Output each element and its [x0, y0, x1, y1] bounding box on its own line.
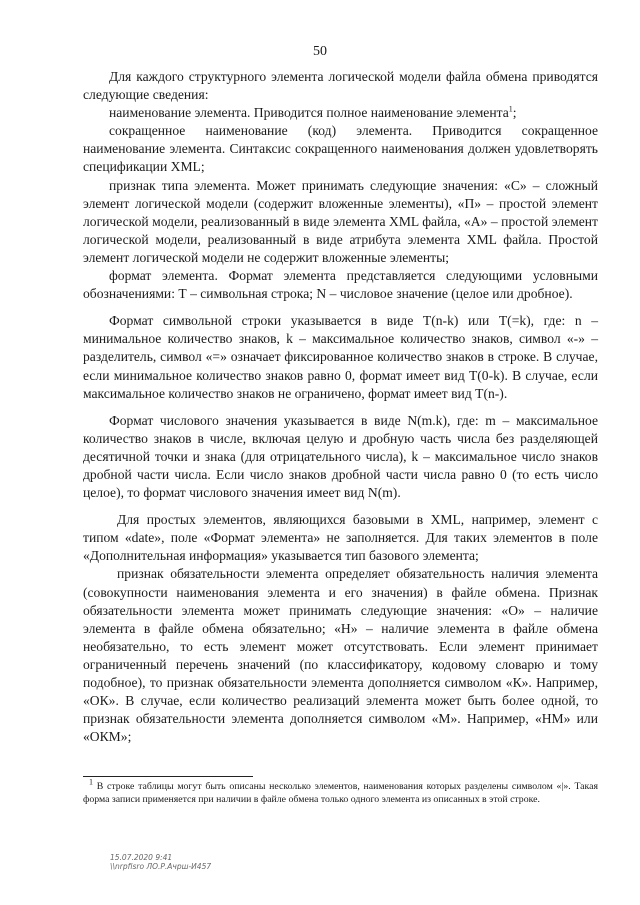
- footnote-divider: [83, 776, 253, 777]
- paragraph-number-format: Формат числового значения указывается в виде N(m.k), где: m – максимальное количество знаков в числе, включая целую и дробную часть числа без разделяющей десятичной точки и знака (для отрицательного числа), k – максимальное число знаков дробной части числа. Если число знаков дробной части числа равно 0 (то есть число целое), то формат числового значения имеет вид N(m).: [83, 412, 598, 501]
- stamp-path: \\nrpfisro ЛО.Р.Ачрш-И457: [110, 862, 212, 871]
- body-text: [83, 68, 598, 746]
- paragraph-string-format: Формат символьной строки указывается в виде Т(n-k) или Т(=k), где: n – минимальное количество знаков, k – максимальное количество знаков, символ «-» – разделитель, символ «=» означает фиксированное количество знаков в строке. В случае, если минимальное количество знаков равно 0, формат имеет вид Т(0-k). В случае, если максимальное количество знаков не ограничено, формат имеет вид Т(n-).: [83, 313, 598, 401]
- footnotes: [83, 777, 598, 806]
- paragraph-element-name: [83, 104, 598, 122]
- footnote-marker: 1: [89, 777, 93, 787]
- element-name-text: наименование элемента. Приводится полное наименование элемента: [109, 105, 509, 121]
- footnote-reference: 1: [508, 104, 513, 114]
- paragraph-short-name: сокращенное наименование (код) элемента. Приводится сокращенное наименование элемента. Синтаксис сокращенного наименования должен удовлетворять спецификации XML;: [83, 123, 598, 175]
- paragraph-type-flag: признак типа элемента. Может принимать следующие значения: «С» – сложный элемент логической модели (содержит вложенные элементы), «П» – простой элемент логической модели, реализованный в виде элемента XML файла, «А» – простой элемент логической модели, реализованный в виде атрибута элемента XML файла. Простой элемент логической модели не содержит вложенные элементы;: [83, 177, 598, 265]
- print-stamp: [110, 853, 211, 871]
- page-number: 50: [313, 44, 327, 59]
- stamp-datetime: 15.07.2020 9:41: [110, 853, 173, 862]
- footnote-text: В строке таблицы могут быть описаны несколько элементов, наименования которых разделены символом «|». Такая форма записи применяется при наличии в файле обмена только одного элемента из описанных в этой строке.: [83, 781, 598, 805]
- paragraph-required-flag: признак обязательности элемента определяет обязательность наличия элемента (совокупности наименования элемента и его значения) в файле обмена. Признак обязательности элемента может принимать следующие значения: «О» – наличие элемента в файле обмена обязательно; «Н» – наличие элемента в файле обмена необязательно, то есть элемент может отсутствовать. Если элемент принимает ограниченный перечень значений (по классификатору, кодовому словарю и тому подобное), то признак обязательности элемента дополняется символом «К». Например, «ОК». В случае, если количество реализаций элемента может быть более одной, то признак обязательности элемента дополняется символом «М». Например, «НМ» или «ОКМ»;: [83, 566, 598, 745]
- element-name-tail: ;: [512, 105, 517, 121]
- footnote-1: [83, 777, 598, 806]
- paragraph-base-types: Для простых элементов, являющихся базовыми в XML, например, элемент с типом «date», поле «Формат элемента» не заполняется. Для таких элементов в поле «Дополнительная информация» указывается тип базового элемента;: [83, 512, 598, 564]
- paragraph-intro: Для каждого структурного элемента логической модели файла обмена приводятся следующие сведения:: [83, 69, 598, 103]
- paragraph-format: формат элемента. Формат элемента представляется следующими условными обозначениями: Т – символьная строка; N – числовое значение (целое или дробное).: [83, 268, 598, 302]
